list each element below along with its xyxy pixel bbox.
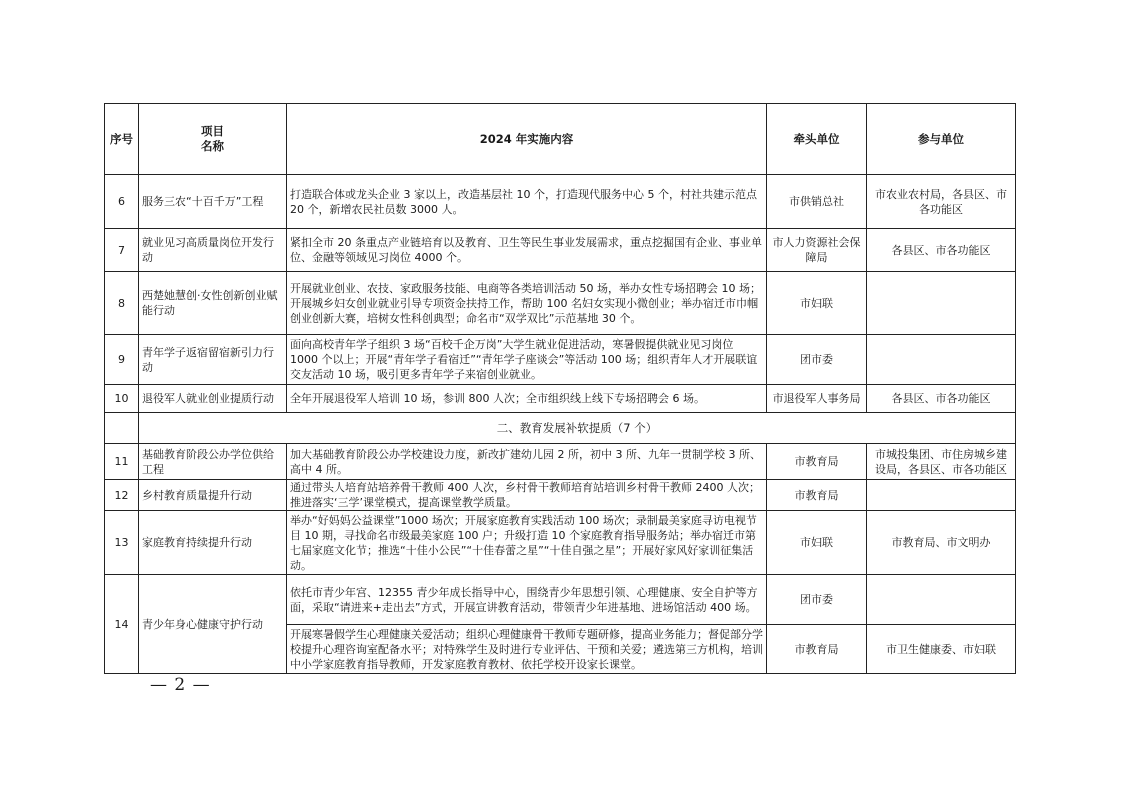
row-content: 举办“好妈妈公益课堂”1000 场次；开展家庭教育实践活动 100 场次；录制最美家庭寻访电视节目 10 期，寻找命名市级最美家庭 100 户；升级打造 10 个家庭教育指导服务站；举办宿迁市第七届家庭文化节；推选“十佳小公民”“十佳春蕾之星”“十佳自强之星”；开展好家风好家训征集活动。 — [287, 511, 767, 575]
row-no: 8 — [105, 272, 139, 335]
row-name: 服务三农“十百千万”工程 — [139, 175, 287, 229]
table-row — [105, 272, 1016, 335]
table-row — [105, 335, 1016, 385]
row-lead: 市教育局 — [767, 625, 867, 674]
row-lead: 市妇联 — [767, 511, 867, 575]
table-row — [105, 444, 1016, 480]
row-name: 青少年身心健康守护行动 — [139, 575, 287, 674]
table-row — [105, 575, 1016, 625]
row-no: 9 — [105, 335, 139, 385]
section-row — [105, 413, 1016, 444]
row-no: 11 — [105, 444, 139, 480]
row-lead: 团市委 — [767, 335, 867, 385]
row-name: 乡村教育质量提升行动 — [139, 480, 287, 511]
table-row — [105, 175, 1016, 229]
header-row — [105, 104, 1016, 175]
header-participants: 参与单位 — [867, 104, 1016, 175]
row-no: 13 — [105, 511, 139, 575]
row-content: 加大基础教育阶段公办学校建设力度，新改扩建幼儿园 2 所，初中 3 所、九年一贯制学校 3 所、高中 4 所。 — [287, 444, 767, 480]
row-no: 10 — [105, 385, 139, 413]
row-lead: 市退役军人事务局 — [767, 385, 867, 413]
table-row — [105, 229, 1016, 272]
row-content: 开展寒暑假学生心理健康关爱活动；组织心理健康骨干教师专题研修，提高业务能力；督促部分学校提升心理咨询室配备水平；对特殊学生及时进行专业评估、干预和关爱；遴选第三方机构，培训中小学家庭教育指导教师，开发家庭教育教材、依托学校开设家长课堂。 — [287, 625, 767, 674]
implementation-table — [104, 103, 1016, 674]
row-no: 7 — [105, 229, 139, 272]
row-content: 通过带头人培育站培养骨干教师 400 人次，乡村骨干教师培育站培训乡村骨干教师 2400 人次；推进落实‘三学’课堂模式，提高课堂教学质量。 — [287, 480, 767, 511]
row-content: 开展就业创业、农技、家政服务技能、电商等各类培训活动 50 场，举办女性专场招聘会 10 场；开展城乡妇女创业就业引导专项资金扶持工作，帮助 100 名妇女实现小微创业；举办宿迁市巾帼创业创新大赛，培树女性科创典型；命名市“双学双比”示范基地 30 个。 — [287, 272, 767, 335]
row-name: 退役军人就业创业提质行动 — [139, 385, 287, 413]
row-participants: 市卫生健康委、市妇联 — [867, 625, 1016, 674]
row-name: 基础教育阶段公办学位供给工程 — [139, 444, 287, 480]
table-row — [105, 511, 1016, 575]
header-no: 序号 — [105, 104, 139, 175]
row-name: 家庭教育持续提升行动 — [139, 511, 287, 575]
row-name: 青年学子返宿留宿新引力行动 — [139, 335, 287, 385]
row-no: 14 — [105, 575, 139, 674]
row-name: 西楚她慧创·女性创新创业赋能行动 — [139, 272, 287, 335]
row-content: 面向高校青年学子组织 3 场“百校千企万岗”大学生就业促进活动，寒暑假提供就业见习岗位 1000 个以上；开展“青年学子看宿迁”“青年学子座谈会”等活动 100 场；组织青年人才开展联谊交友活动 10 场，吸引更多青年学子来宿创业就业。 — [287, 335, 767, 385]
section-empty-cell — [105, 413, 139, 444]
row-lead: 市教育局 — [767, 444, 867, 480]
row-no: 6 — [105, 175, 139, 229]
table-row — [105, 480, 1016, 511]
header-content: 2024 年实施内容 — [287, 104, 767, 175]
page-number: — 2 — — [150, 675, 211, 695]
section-title: 二、教育发展补软提质（7 个） — [139, 413, 1016, 444]
row-content: 全年开展退役军人培训 10 场，参训 800 人次；全市组织线上线下专场招聘会 6 场。 — [287, 385, 767, 413]
row-content: 依托市青少年宫、12355 青少年成长指导中心，围绕青少年思想引领、心理健康、安全自护等方面，采取“请进来+走出去”方式，开展宣讲教育活动，带领青少年进基地、进场馆活动 400 场。 — [287, 575, 767, 625]
row-participants: 市教育局、市文明办 — [867, 511, 1016, 575]
row-participants: 市农业农村局，各县区、市各功能区 — [867, 175, 1016, 229]
row-lead: 市供销总社 — [767, 175, 867, 229]
row-lead: 市妇联 — [767, 272, 867, 335]
row-lead: 团市委 — [767, 575, 867, 625]
row-participants: 市城投集团、市住房城乡建设局，各县区、市各功能区 — [867, 444, 1016, 480]
row-participants — [867, 272, 1016, 335]
row-lead: 市人力资源社会保障局 — [767, 229, 867, 272]
row-content: 打造联合体或龙头企业 3 家以上，改造基层社 10 个，打造现代服务中心 5 个，村社共建示范点 20 个，新增农民社员数 3000 人。 — [287, 175, 767, 229]
row-participants: 各县区、市各功能区 — [867, 229, 1016, 272]
row-participants — [867, 480, 1016, 511]
row-content: 紧扣全市 20 条重点产业链培育以及教育、卫生等民生事业发展需求，重点挖掘国有企业、事业单位、金融等领域见习岗位 4000 个。 — [287, 229, 767, 272]
row-name: 就业见习高质量岗位开发行动 — [139, 229, 287, 272]
row-participants — [867, 335, 1016, 385]
header-name: 项目 名称 — [139, 104, 287, 175]
row-no: 12 — [105, 480, 139, 511]
header-lead: 牵头单位 — [767, 104, 867, 175]
row-participants: 各县区、市各功能区 — [867, 385, 1016, 413]
table-row — [105, 385, 1016, 413]
row-participants — [867, 575, 1016, 625]
row-lead: 市教育局 — [767, 480, 867, 511]
